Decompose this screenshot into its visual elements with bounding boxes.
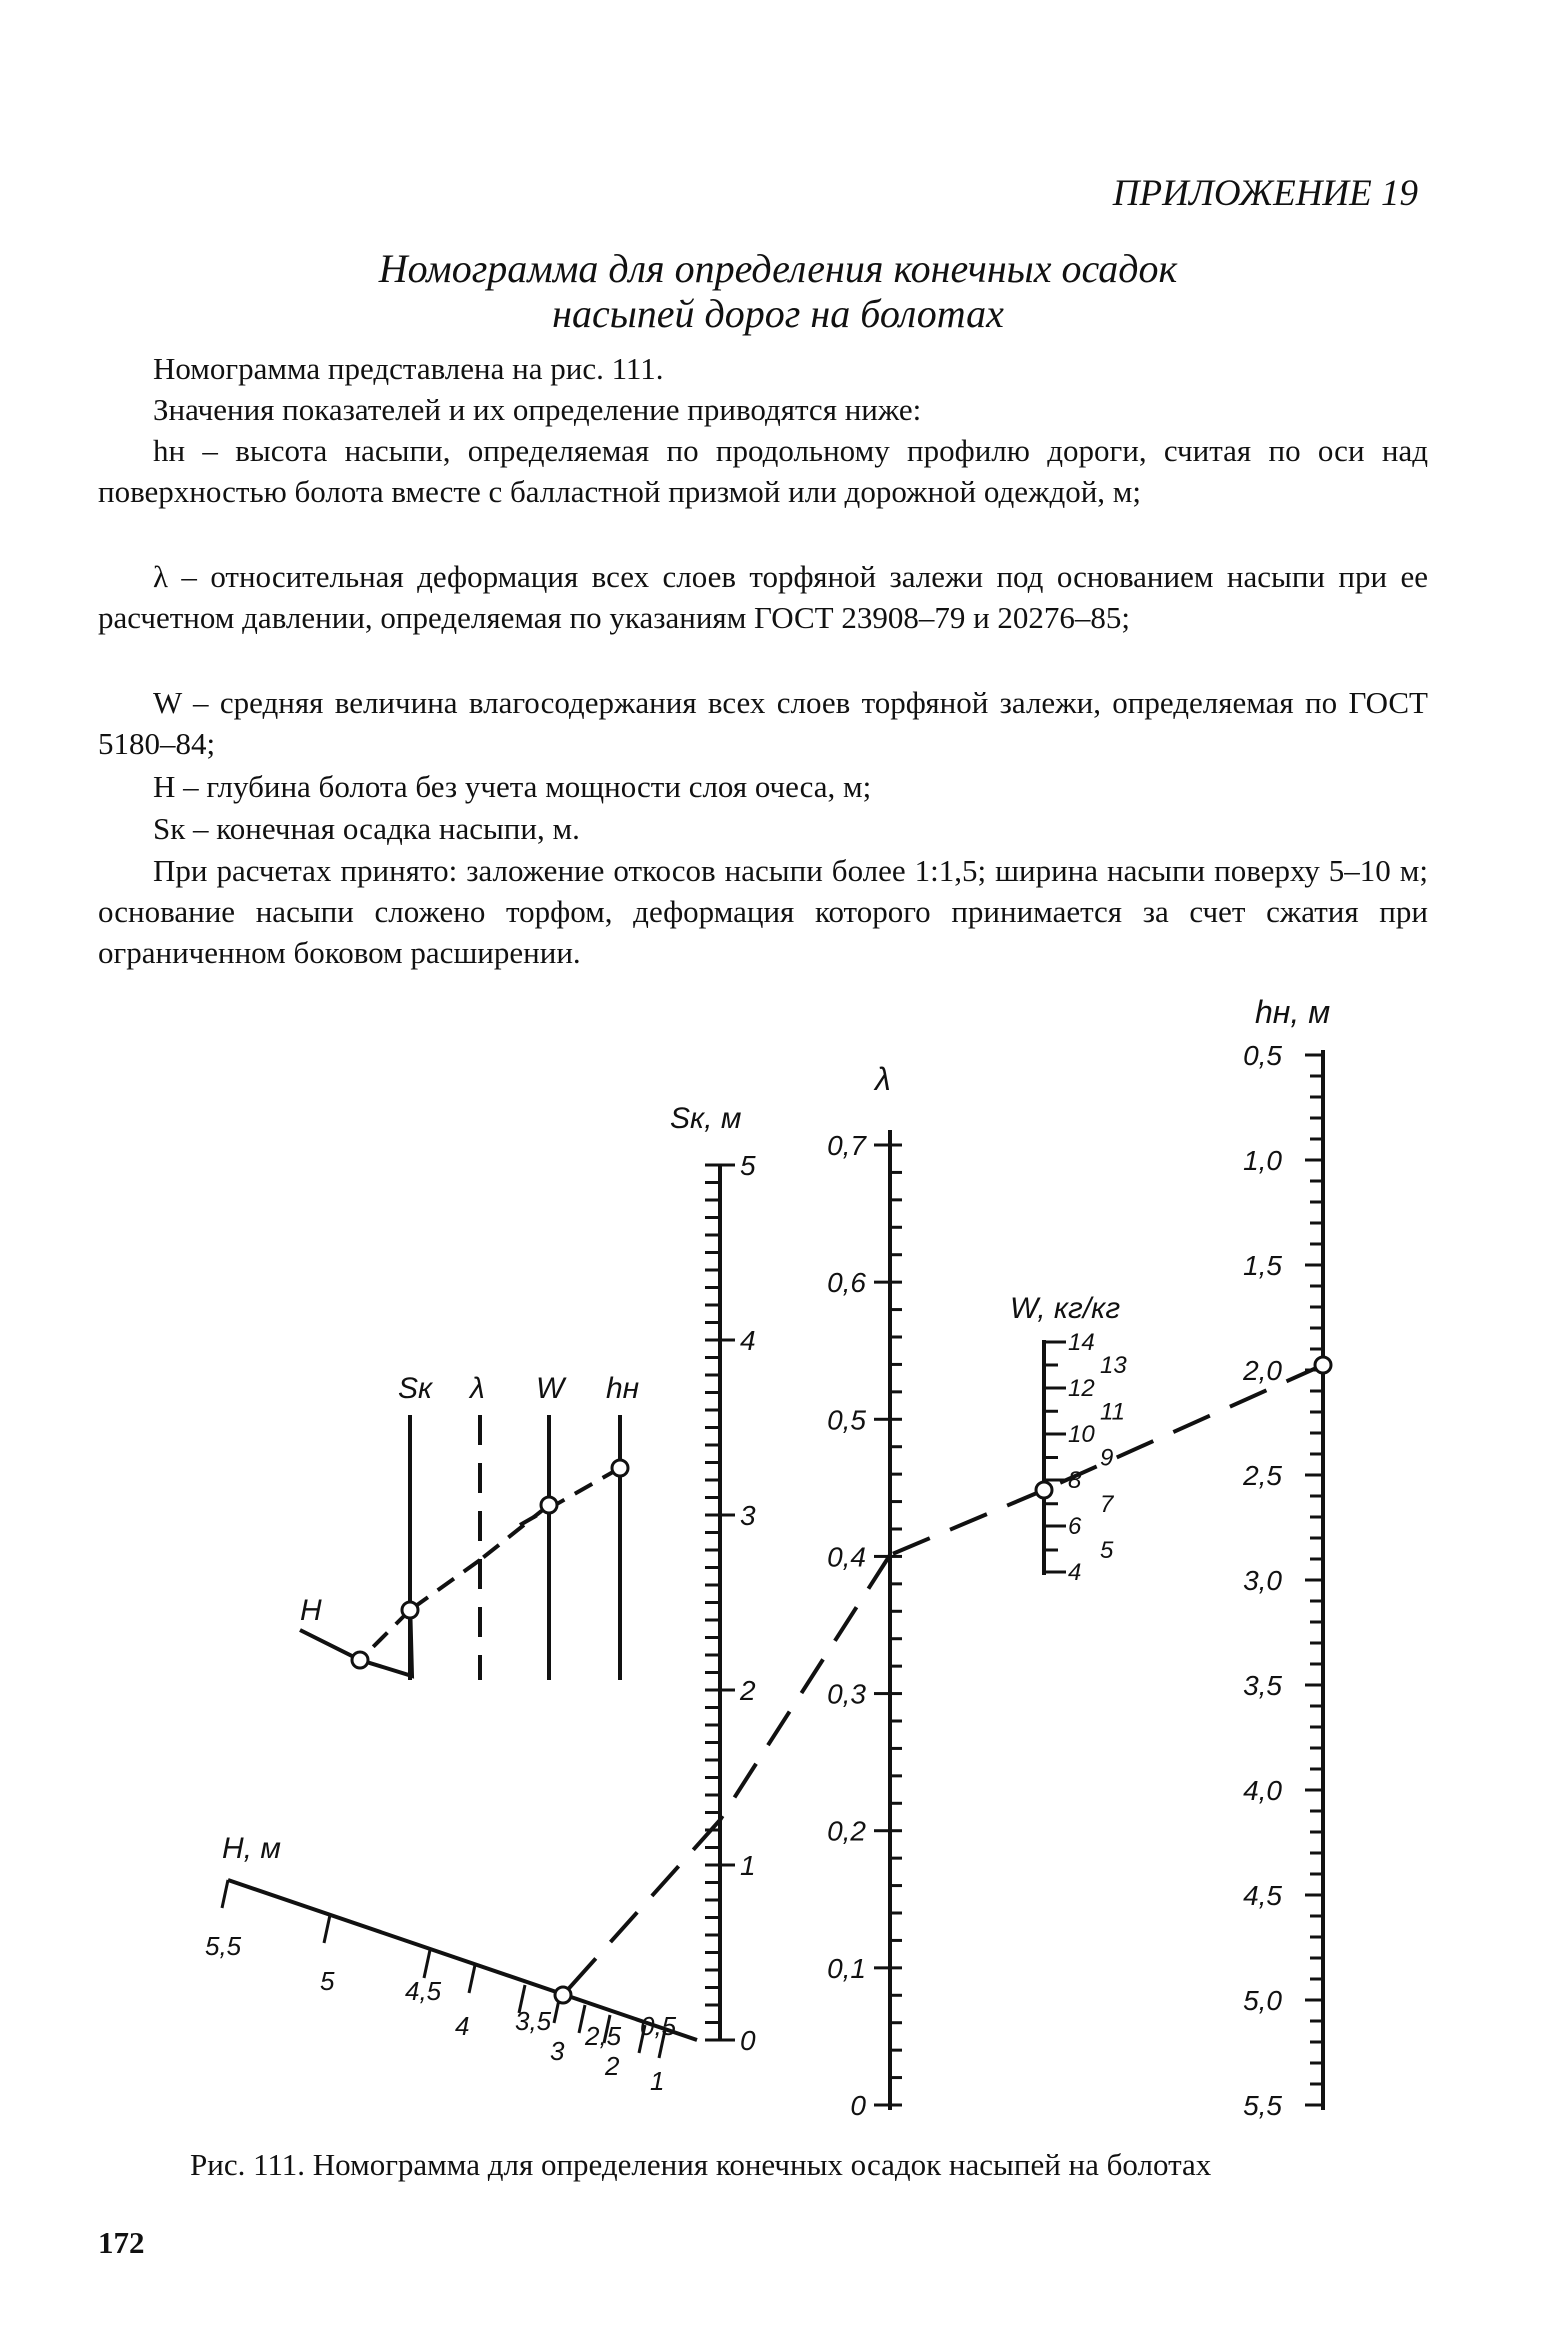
appendix-heading: ПРИЛОЖЕНИЕ 19 (1112, 173, 1418, 214)
h-tick-label: 3,5 (515, 2006, 552, 2036)
h-tick-label: 5 (320, 1966, 335, 1996)
document-title-line-1: Номограмма для определения конечных осадок (378, 246, 1178, 291)
lambda-tick-label: 0 (850, 2090, 866, 2121)
lambda-tick-label: 0,6 (827, 1267, 866, 1299)
lambda-tick-label: 0,5 (827, 1404, 866, 1436)
solution-line-w-lambda (890, 1490, 1044, 1555)
key-w-point (541, 1497, 557, 1513)
lambda-tick-label: 0,2 (827, 1815, 866, 1847)
key-label-h: H (300, 1594, 322, 1627)
hn-tick-label: 1,0 (1243, 1145, 1282, 1176)
sk-tick-label: 2 (740, 1675, 756, 1706)
hn-tick-label: 3,0 (1243, 1565, 1282, 1596)
h-tick (222, 1880, 228, 1908)
h-tick-label: 2 (605, 2051, 620, 2081)
definition-w: W – средняя величина влагосодержания всех слоев торфяной залежи, определяемая по ГОСТ 5180–84; (98, 685, 1428, 761)
lambda-scale-label: λ (875, 1061, 891, 1097)
hn-tick-label: 3,5 (1243, 1670, 1282, 1701)
key-label-sk: Sк (398, 1372, 433, 1405)
key-hn-point (612, 1460, 628, 1476)
sk-tick-label: 5 (740, 1150, 756, 1181)
paragraph-intro: Номограмма представлена на рис. 111. (153, 351, 664, 386)
key-connector-2 (480, 1505, 549, 1560)
definition-hn: hн – высота насыпи, определяемая по продольному профилю дороги, считая по оси над поверхностью болота вместе с балластной призмой или дорожной одеждой, м; (98, 433, 1428, 509)
page-number: 172 (98, 2225, 145, 2260)
w-right-tick-label: 13 (1100, 1352, 1127, 1379)
w-scale-label: W, кг/кг (1010, 1292, 1121, 1325)
w-left-tick-label: 8 (1068, 1467, 1082, 1494)
h-tick-label: 3 (550, 2036, 565, 2066)
w-left-tick-label: 4 (1068, 1559, 1082, 1586)
hn-tick-label: 1,5 (1243, 1250, 1282, 1281)
hn-scale-label: hн, м (1255, 994, 1331, 1030)
key-connector-3 (410, 1560, 480, 1610)
w-right-tick-label: 5 (1100, 1537, 1114, 1564)
sk-tick-label: 4 (740, 1325, 756, 1356)
h-tick-label: 4,5 (405, 1976, 442, 2006)
hn-tick-label: 4,5 (1243, 1880, 1282, 1911)
definition-sk: Sк – конечная осадка насыпи, м. (153, 811, 580, 846)
lambda-tick-label: 0,3 (827, 1678, 866, 1710)
w-point (1036, 1482, 1052, 1498)
key-label-lambda: λ (470, 1372, 485, 1405)
h-tick-label: 0,5 (640, 2011, 677, 2041)
sk-scale-label: Sк, м (670, 1102, 742, 1135)
hn-tick-label: 2,5 (1243, 1460, 1282, 1491)
h-tick (424, 1950, 430, 1978)
document-title-line-2: насыпей дорог на болотах (552, 291, 1004, 336)
h-scale-label: H, м (222, 1832, 281, 1865)
h-tick (469, 1965, 475, 1993)
w-left-tick-label: 14 (1068, 1329, 1095, 1356)
sk-tick-label: 1 (740, 1850, 756, 1881)
w-left-tick-label: 6 (1068, 1513, 1082, 1540)
definition-h: Н – глубина болота без учета мощности слоя очеса, м; (153, 769, 872, 804)
solution-line-sk-h (563, 1820, 720, 1995)
sk-tick-label: 0 (740, 2025, 756, 2056)
h-point (555, 1987, 571, 2003)
hn-point (1315, 1357, 1331, 1373)
hn-tick-label: 5,5 (1243, 2090, 1282, 2121)
h-tick-label: 4 (455, 2011, 470, 2041)
h-tick-label: 1 (650, 2066, 665, 2096)
w-right-tick-label: 9 (1100, 1444, 1114, 1472)
lambda-tick-label: 0,1 (827, 1952, 866, 1984)
hn-tick-label: 5,0 (1243, 1985, 1282, 2016)
key-h-point (352, 1652, 368, 1668)
sk-tick-label: 3 (740, 1500, 756, 1531)
lambda-tick-label: 0,7 (827, 1130, 866, 1161)
hn-tick-label: 2,0 (1243, 1355, 1282, 1386)
w-left-tick-label: 12 (1068, 1375, 1095, 1402)
w-left-tick-label: 10 (1068, 1421, 1095, 1448)
h-tick-label: 2,5 (585, 2021, 622, 2051)
w-right-tick-label: 11 (1100, 1398, 1125, 1426)
h-tick (324, 1915, 330, 1943)
hn-tick-label: 4,0 (1243, 1775, 1282, 1806)
h-tick-label: 5,5 (205, 1931, 242, 1961)
paragraph-values: Значения показателей и их определение приводятся ниже: (153, 392, 922, 427)
definition-lambda: λ – относительная деформация всех слоев торфяной залежи под основанием насыпи при ее расчетном давлении, определяемая по указаниям ГОСТ 23908–79 и 20276–85; (98, 559, 1428, 635)
lambda-tick-label: 0,4 (827, 1541, 866, 1573)
key-label-w: W (536, 1372, 565, 1405)
key-label-hn: hн (606, 1372, 640, 1405)
hn-tick-label: 0,5 (1243, 1040, 1282, 1071)
w-right-tick-label: 7 (1100, 1490, 1114, 1518)
figure-caption: Рис. 111. Номограмма для определения конечных осадок насыпей на болотах (190, 2147, 1212, 2182)
paragraph-assumptions: При расчетах принято: заложение откосов насыпи более 1:1,5; ширина насыпи поверху 5–10 м; основание насыпи сложено торфом, деформация которого принимается за счет сжатия при ограниченном боковом расширении. (98, 853, 1428, 970)
key-connector-4 (360, 1610, 410, 1660)
key-sk-point (402, 1602, 418, 1618)
